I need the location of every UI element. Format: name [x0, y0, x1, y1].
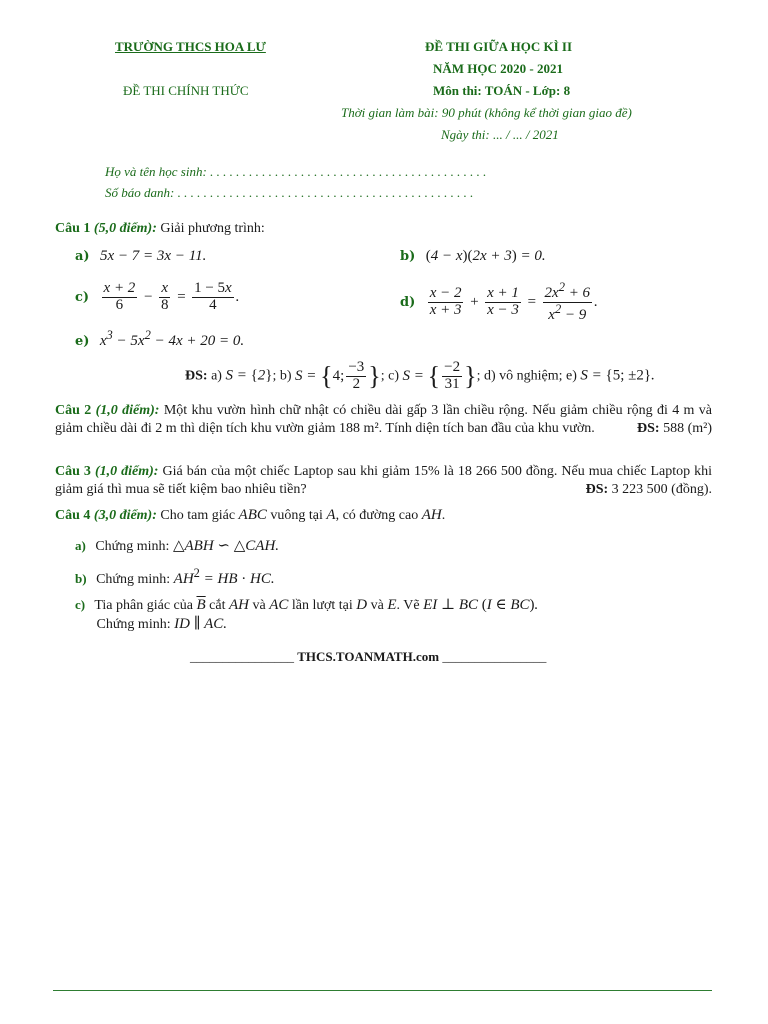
- q1-b-equation: (4 − x)(2x + 3) = 0.: [425, 248, 546, 264]
- school-year: NĂM HỌC 2020 - 2021: [433, 61, 563, 76]
- q1-answer-a-label: a): [211, 368, 222, 384]
- q1-answer-c-label: ; c): [380, 368, 400, 384]
- student-id-label: Số báo danh:: [105, 185, 175, 200]
- q4-b: [75, 566, 275, 588]
- q4-points: (3,0 điểm):: [93, 508, 157, 523]
- q4-b-statement: $AH^2$ = HB · HC.: [173, 566, 275, 587]
- q4-c-statement: ID ∥ AC.: [174, 616, 228, 632]
- q1-a: [75, 248, 206, 265]
- q1-points: (5,0 điểm):: [93, 221, 157, 236]
- q1-e: [75, 328, 244, 350]
- q1-a-equation: 5x − 7 = 3x − 11.: [100, 248, 207, 264]
- q4-a: [75, 536, 279, 555]
- q4-c-text-5: . Vẽ: [396, 598, 420, 613]
- q4-c-label: c): [75, 597, 86, 612]
- q4-title: Câu 4: [55, 508, 91, 523]
- exam-title: ĐỀ THI GIỮA HỌC KÌ II: [425, 39, 573, 54]
- q2-points: (1,0 điểm):: [95, 403, 160, 418]
- q3-block: [55, 463, 712, 499]
- q1-answer-de-label: ; d) vô nghiệm; e): [476, 368, 577, 384]
- q1-answer-c: S = { $\frac{-2}{31}$ }: [402, 359, 477, 392]
- q1-e-equation: $x^3 - 5x^2 - 4x + 20 = 0$.: [99, 328, 245, 349]
- footer-rule-left: ________________: [190, 649, 294, 664]
- q1-title: Câu 1: [55, 221, 91, 236]
- q4-c-text-1: Tia phân giác của: [94, 598, 193, 613]
- student-name-dots: . . . . . . . . . . . . . . . . . . . . . . . . . . . . . . . . . . . . . . . . . . .: [210, 164, 487, 179]
- q1-answer-e: S = {5; ±2}.: [580, 367, 655, 384]
- q1-answer: [185, 360, 655, 393]
- student-id-line: [105, 185, 473, 201]
- q4-c-angle: $\overline{B}$: [196, 597, 206, 613]
- q4-c-perp: EI ⊥ BC (I ∈ BC).: [423, 597, 539, 613]
- duration: Thời gian làm bài: 90 phút (không kể thời gian giao đề): [341, 105, 632, 120]
- exam-date: Ngày thi: ... / ... / 2021: [441, 127, 559, 142]
- q1-c: [75, 281, 239, 314]
- q4-c-text-3b: và: [370, 598, 384, 613]
- student-name-label: Họ và tên học sinh:: [105, 164, 207, 179]
- q2-answer-label: ĐS:: [637, 421, 660, 436]
- q1-answer-b-label: ; b): [272, 368, 292, 384]
- q4-a-prove: Chứng minh:: [95, 539, 170, 554]
- q4-c-ac: AC: [269, 597, 289, 613]
- q4-c-d: D: [356, 597, 368, 613]
- q2-title: Câu 2: [55, 403, 92, 418]
- q1-prompt: Giải phương trình:: [160, 221, 265, 236]
- footer-site[interactable]: THCS.TOANMATH.com: [297, 649, 440, 664]
- q4-c: [75, 596, 538, 634]
- q1-b-label: b): [400, 249, 416, 264]
- footer-rule-right: ________________: [442, 649, 547, 664]
- q3-answer-value: 3 223 500 (đồng).: [611, 482, 712, 497]
- q2-answer-value: 588 (m²): [663, 421, 712, 436]
- q1-e-label: e): [75, 334, 90, 349]
- q3-text: Giá bán của một chiếc Laptop sau khi giảm 15% là 18 266 500 đồng. Nếu mua chiếc Laptop khi giảm giá thì mua sẽ tiết kiệm bao nhiêu tiền?: [55, 464, 713, 497]
- q1-heading: [55, 220, 712, 238]
- q1-answer-a: S = {2}: [225, 367, 273, 384]
- q3-title: Câu 3: [55, 464, 91, 479]
- q4-prompt-a: Cho tam giác: [160, 508, 236, 523]
- student-id-dots: . . . . . . . . . . . . . . . . . . . . . . . . . . . . . . . . . . . . . . . . . . . . . .: [177, 185, 474, 200]
- q4-a-statement: △ABH ∽ △CAH.: [172, 538, 280, 554]
- q1-answer-label: ĐS:: [185, 368, 208, 384]
- q1-d-equation: $\frac{x - 2}{x + 3}$ + $\frac{x + 1}{x - 3}$ = $\frac{2x^2 + 6}{x^2 - 9}$ .: [429, 280, 598, 323]
- q4-vertex: A: [326, 507, 336, 523]
- q2-text: Một khu vườn hình chữ nhật có chiều dài gấp 3 lần chiều rộng. Nếu giảm chiều rộng đi 4 m và giảm chiều dài đi 2 m thì diện tích khu vườn giảm 188 m². Tính diện tích ban đầu của khu vườn.: [55, 403, 713, 436]
- q4-prompt-b: vuông tại: [270, 508, 323, 523]
- bottom-divider: [53, 990, 712, 991]
- q1-c-equation: $\frac{x + 2}{6}$ − $\frac{x}{8}$ = $\frac{1 - 5x}{4}$ .: [103, 280, 240, 313]
- q3-answer: [586, 481, 712, 499]
- q4-b-prove: Chứng minh:: [96, 572, 171, 587]
- q3-points: (1,0 điểm):: [94, 464, 159, 479]
- official-label: ĐỀ THI CHÍNH THỨC: [123, 83, 249, 98]
- q4-c-text-3: và: [252, 598, 266, 613]
- school-name: TRƯỜNG THCS HOA LƯ: [115, 39, 266, 54]
- q4-c-ah: AH: [228, 597, 249, 613]
- q1-a-label: a): [75, 249, 90, 264]
- q4-c-e: E: [387, 597, 397, 613]
- q4-heading: Câu 4 (3,0 điểm): Cho tam giác ABC vuông tại A, có đường cao AH.: [55, 507, 446, 523]
- q4-altitude: AH: [421, 507, 442, 523]
- q1-answer-b: S = {4; $\frac{-3}{2}$ }: [295, 359, 381, 392]
- q3-answer-label: ĐS:: [585, 482, 609, 497]
- q4-c-text-2: cắt: [209, 598, 226, 613]
- footer-site-line: [190, 649, 546, 665]
- q1-c-label: c): [75, 289, 90, 305]
- q4-prompt-c: , có đường cao: [335, 508, 419, 523]
- student-name-line: [105, 164, 486, 180]
- q4-a-label: a): [75, 538, 86, 553]
- q1-d: [400, 281, 598, 324]
- q4-c-prove: Chứng minh:: [96, 617, 171, 632]
- q4-c-text-4: lần lượt tại: [291, 598, 353, 613]
- q2-answer: [637, 420, 712, 438]
- q4-triangle: ABC: [238, 507, 267, 523]
- q4-b-label: b): [75, 571, 87, 586]
- subject: Môn thi: TOÁN - Lớp: 8: [433, 83, 571, 98]
- q1-d-label: d): [400, 294, 416, 310]
- q2-block: [55, 402, 712, 438]
- q1-b: [400, 248, 546, 265]
